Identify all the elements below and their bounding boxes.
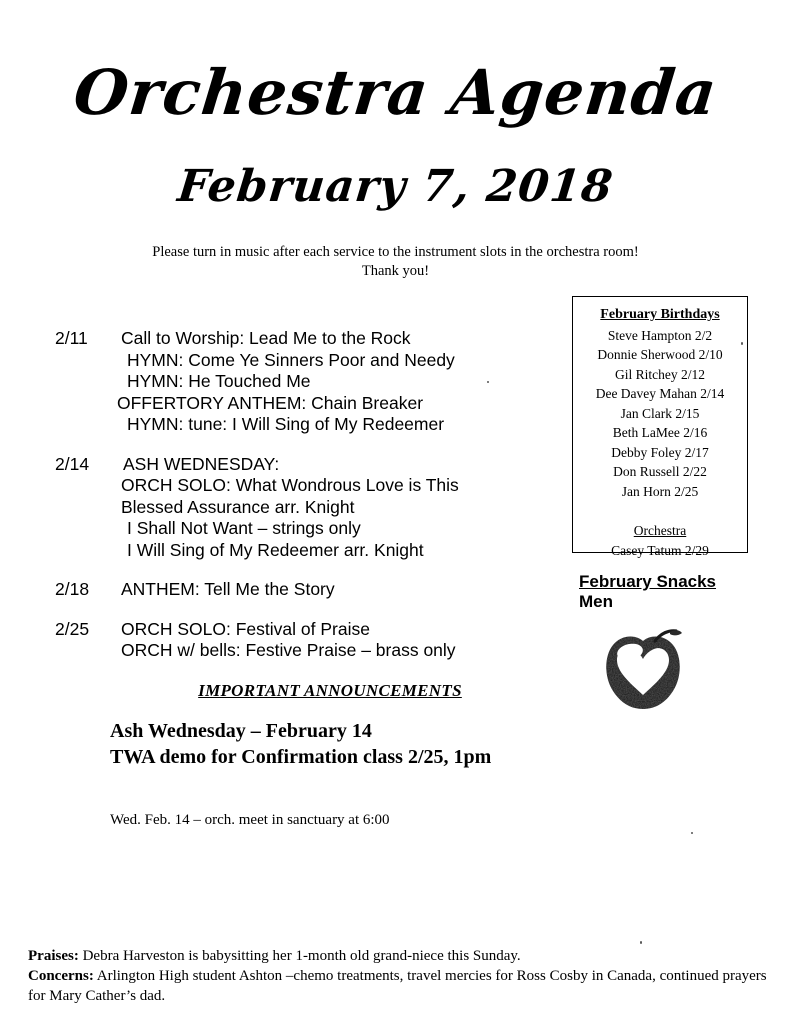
agenda-line: Blessed Assurance arr. Knight	[121, 496, 355, 517]
meeting-note: Wed. Feb. 14 – orch. meet in sanctuary at 6:00	[110, 812, 390, 828]
agenda-line: HYMN: tune: I Will Sing of My Redeemer	[127, 414, 445, 434]
february-birthdays-box	[572, 296, 748, 558]
agenda-lines	[121, 579, 555, 601]
notice-line-2: Thank you!	[361, 263, 430, 279]
birthday-entry: Gil Ritchey 2/12	[615, 366, 705, 382]
announcements-heading: IMPORTANT ANNOUNCEMENTS	[198, 681, 462, 700]
praises-line	[28, 946, 773, 966]
praises-label: Praises:	[28, 948, 79, 964]
agenda-date: 2/11	[55, 328, 88, 348]
agenda-line: I Will Sing of My Redeemer arr. Knight	[127, 539, 424, 560]
apple-with-heart-icon	[597, 625, 689, 713]
agenda-line: HYMN: He Touched Me	[127, 371, 311, 391]
birthday-entry: Casey Tatum 2/29	[611, 542, 709, 558]
agenda-line: ORCH SOLO: Festival of Praise	[121, 618, 370, 639]
agenda-group	[55, 328, 555, 436]
birthday-entry: Debby Foley 2/17	[611, 444, 709, 460]
agenda-lines	[117, 328, 555, 436]
agenda-group	[55, 579, 555, 601]
notice-block	[0, 243, 791, 281]
agenda-date: 2/14	[55, 453, 90, 474]
agenda-date: 2/25	[55, 618, 90, 639]
agenda-line: OFFERTORY ANTHEM: Chain Breaker	[117, 392, 424, 413]
scan-speck	[640, 941, 642, 944]
agenda-line: ORCH SOLO: What Wondrous Love is This	[121, 475, 459, 495]
agenda-line: ORCH w/ bells: Festive Praise – brass only	[121, 640, 456, 660]
birthday-entry: Donnie Sherwood 2/10	[597, 347, 723, 362]
agenda-line: ANTHEM: Tell Me the Story	[121, 579, 335, 599]
snacks-assigned: Men	[579, 592, 613, 611]
praises-text: Debra Harveston is babysitting her 1-month old grand-niece this Sunday.	[82, 948, 521, 964]
february-snacks-block	[579, 572, 716, 612]
page-title: Orchestra Agenda	[70, 56, 721, 129]
footer-notes	[28, 946, 773, 1006]
agenda-date: 2/18	[55, 579, 90, 599]
agenda-list	[55, 328, 555, 680]
scan-speck	[741, 342, 743, 345]
birthday-entry: Beth LaMee 2/16	[612, 425, 708, 440]
birthday-entry: Jan Clark 2/15	[620, 405, 700, 421]
concerns-line	[28, 966, 773, 1006]
agenda-lines	[121, 619, 555, 662]
notice-line-1: Please turn in music after each service to the instrument slots in the orchestra room!	[152, 244, 639, 260]
page-date: February 7, 2018	[175, 161, 616, 212]
birthday-entry: Steve Hampton 2/2	[607, 327, 713, 343]
birthdays-title: February Birthdays	[600, 307, 720, 322]
agenda-group	[55, 454, 555, 562]
announcement-item: TWA demo for Confirmation class 2/25, 1pm	[110, 746, 492, 768]
scan-speck	[691, 832, 693, 834]
concerns-text: Arlington High student Ashton –chemo treatments, travel mercies for Ross Cosby in Canada, continued prayers for Mary Cather’s dad.	[28, 968, 767, 1004]
birthday-entry: Dee Davey Mahan 2/14	[595, 386, 725, 401]
scan-speck	[487, 381, 489, 383]
agenda-line: ASH WEDNESDAY:	[123, 453, 280, 474]
concerns-label: Concerns:	[28, 968, 94, 984]
agenda-lines	[121, 454, 555, 562]
birthday-entry: Don Russell 2/22	[613, 464, 707, 479]
snacks-title: February Snacks	[579, 572, 717, 591]
birthday-entry: Jan Horn 2/25	[621, 483, 699, 499]
agenda-line: HYMN: Come Ye Sinners Poor and Needy	[127, 349, 455, 370]
agenda-line: Call to Worship: Lead Me to the Rock	[121, 328, 411, 348]
announcements-list	[110, 718, 491, 770]
agenda-group	[55, 619, 555, 662]
agenda-line: I Shall Not Want – strings only	[127, 518, 361, 538]
birthdays-subsection-title: Orchestra	[633, 523, 687, 538]
announcement-item: Ash Wednesday – February 14	[110, 720, 372, 742]
